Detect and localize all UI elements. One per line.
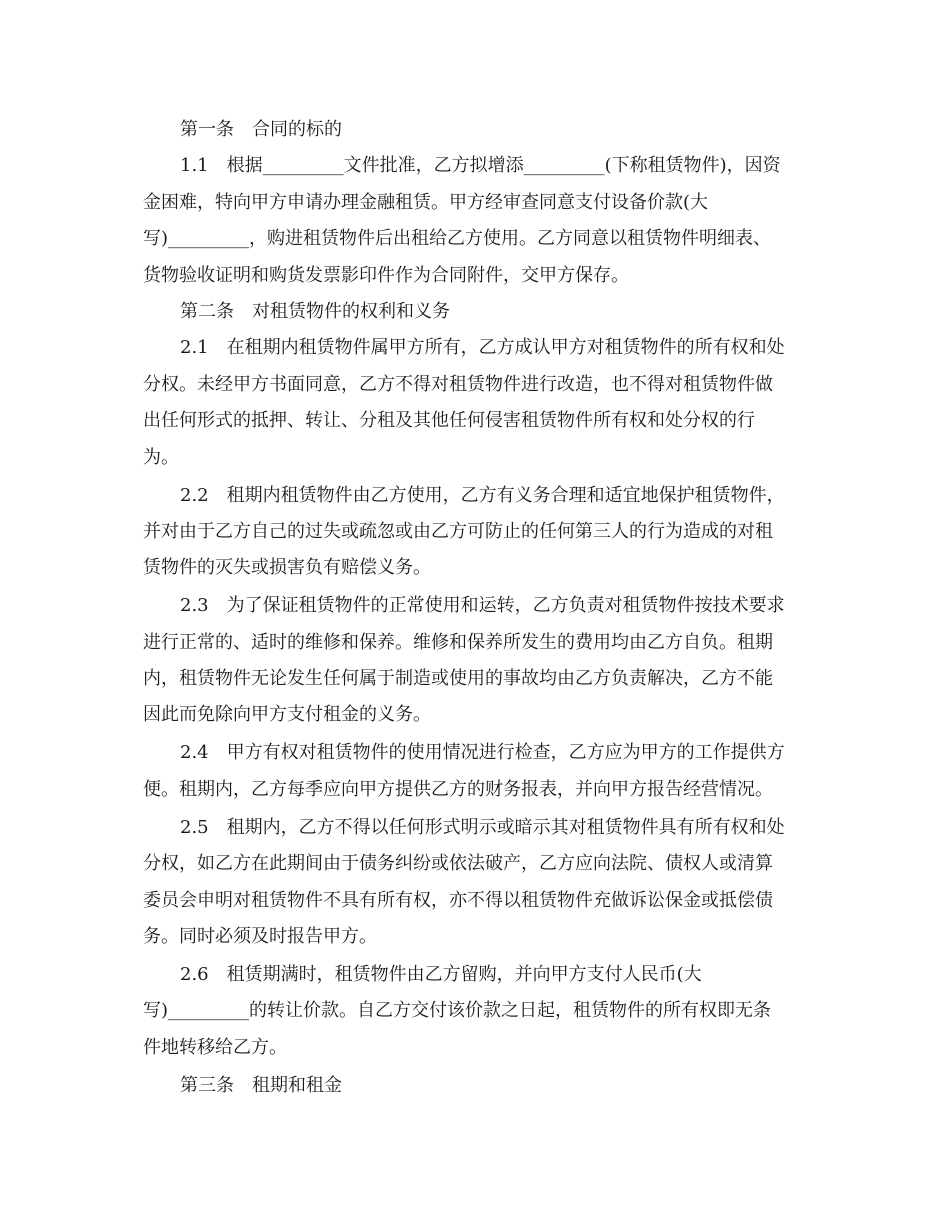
clause-2-1-line-3: 出任何形式的抵押、转让、分租及其他任何侵害租赁物件所有权和处分权的行 <box>143 410 755 432</box>
clause-2-1-line-1: 2.1 在租期内租赁物件属甲方所有，乙方成认甲方对租赁物件的所有权和处 <box>180 337 785 359</box>
clause-2-6-line-1: 2.6 租赁期满时，租赁物件由乙方留购，并向甲方支付人民币(大 <box>180 963 702 985</box>
clause-2-2-line-1: 2.2 租期内租赁物件由乙方使用，乙方有义务合理和适宜地保护租赁物件， <box>180 484 785 506</box>
article-2-heading: 第二条 对租赁物件的权利和义务 <box>180 300 450 322</box>
clause-2-3-line-1: 2.3 为了保证租赁物件的正常使用和运转，乙方负责对租赁物件按技术要求 <box>180 595 785 617</box>
document-body <box>143 112 805 1104</box>
clause-2-6-line-2: 写)_________的转让价款。自乙方交付该价款之日起，租赁物件的所有权即无条 <box>143 1000 772 1022</box>
clause-1-1-line-4: 货物验收证明和购货发票影印件作为合同附件，交甲方保存。 <box>143 264 629 286</box>
clause-2-5-line-3: 委员会申明对租赁物件不具有所有权，亦不得以租赁物件充做诉讼保金或抵偿债 <box>143 889 773 911</box>
clause-2-1-line-4: 为。 <box>143 446 179 468</box>
article-1-heading: 第一条 合同的标的 <box>180 119 342 140</box>
clause-2-3-line-3: 内，租赁物件无论发生任何属于制造或使用的事故均由乙方负责解决，乙方不能 <box>143 668 773 690</box>
clause-2-6-line-3: 件地转移给乙方。 <box>143 1036 287 1058</box>
clause-2-3-line-4: 因此而免除向甲方支付租金的义务。 <box>143 704 431 726</box>
clause-2-2-line-2: 并对由于乙方自己的过失或疏忽或由乙方可防止的任何第三人的行为造成的对租 <box>143 520 773 542</box>
clause-2-4-line-2: 便。租期内，乙方每季应向甲方提供乙方的财务报表，并向甲方报告经营情况。 <box>143 778 773 800</box>
clause-2-3-line-2: 进行正常的、适时的维修和保养。维修和保养所发生的费用均由乙方自负。租期 <box>143 631 773 653</box>
clause-2-5-line-1: 2.5 租期内，乙方不得以任何形式明示或暗示其对租赁物件具有所有权和处 <box>180 816 785 838</box>
clause-2-2-line-3: 赁物件的灭失或损害负有赔偿义务。 <box>143 557 431 579</box>
clause-2-4-line-1: 2.4 甲方有权对租赁物件的使用情况进行检查，乙方应为甲方的工作提供方 <box>180 742 785 764</box>
clause-2-5-line-2: 分权，如乙方在此期间由于债务纠纷或依法破产，乙方应向法院、债权人或清算 <box>143 853 773 875</box>
clause-1-1-line-3: 写)_________，购进租赁物件后出租给乙方使用。乙方同意以租赁物件明细表、 <box>143 228 772 250</box>
article-3-heading: 第三条 租期和租金 <box>180 1074 342 1096</box>
clause-2-1-line-2: 分权。未经甲方书面同意，乙方不得对租赁物件进行改造，也不得对租赁物件做 <box>143 373 773 395</box>
clause-2-5-line-4: 务。同时必须及时报告甲方。 <box>143 925 377 947</box>
clause-1-1-line-2: 金困难，特向甲方申请办理金融租赁。甲方经审查同意支付设备价款(大 <box>143 191 709 213</box>
clause-1-1-line-1: 1.1 根据_________文件批准，乙方拟增添_________(下称租赁物件)，因资 <box>180 155 781 177</box>
